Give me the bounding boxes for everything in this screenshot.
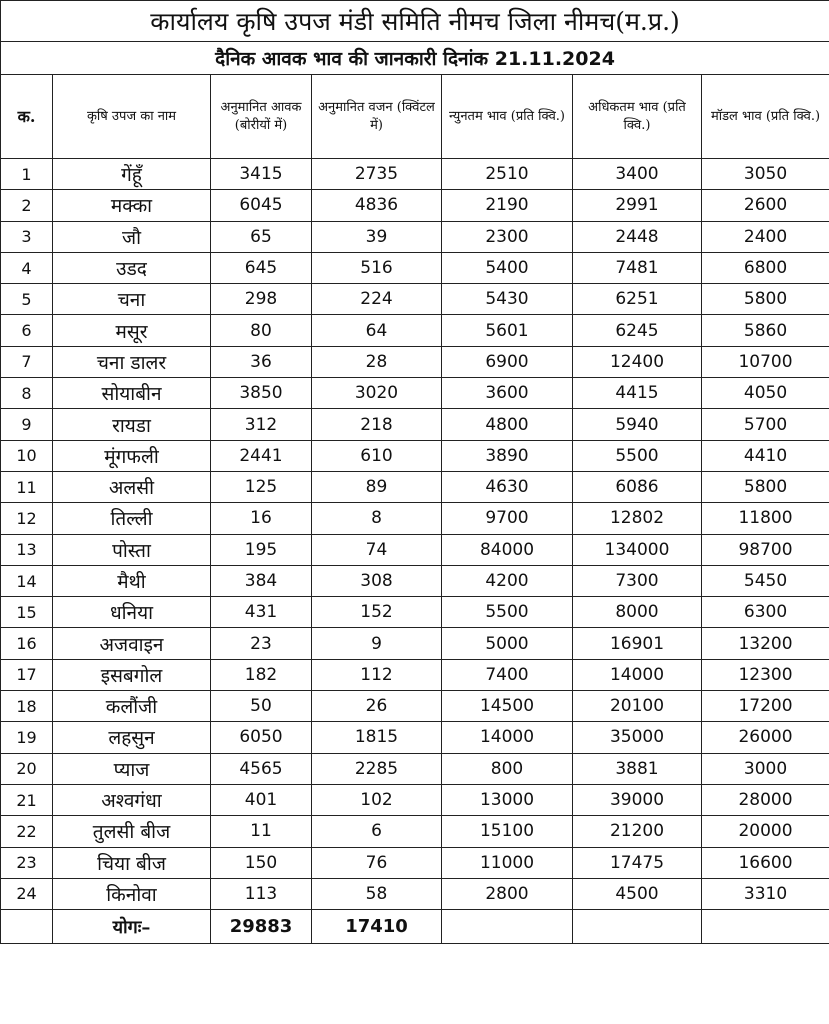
modal-price-cell: 17200 (702, 691, 829, 722)
weight-cell: 4836 (312, 190, 442, 221)
table-row (1, 315, 829, 346)
min-price-cell: 3890 (442, 440, 573, 471)
min-price-cell: 3600 (442, 378, 573, 409)
total-empty-cell (1, 910, 53, 944)
table-row (1, 847, 829, 878)
header-max-price: अधिकतम भाव (प्रति क्वि.) (573, 75, 702, 159)
produce-name-cell: लहसुन (53, 722, 211, 753)
arrivals-cell: 4565 (211, 753, 312, 784)
serial-cell: 11 (1, 471, 53, 502)
modal-price-cell: 5800 (702, 284, 829, 315)
table-row (1, 378, 829, 409)
max-price-cell: 5940 (573, 409, 702, 440)
min-price-cell: 2800 (442, 878, 573, 909)
produce-name-cell: मूंगफली (53, 440, 211, 471)
total-empty-cell (442, 910, 573, 944)
table-row (1, 628, 829, 659)
weight-cell: 152 (312, 597, 442, 628)
header-weight: अनुमानित वजन (क्विंटल में) (312, 75, 442, 159)
serial-cell: 6 (1, 315, 53, 346)
min-price-cell: 4800 (442, 409, 573, 440)
serial-cell: 9 (1, 409, 53, 440)
modal-price-cell: 2400 (702, 221, 829, 252)
page-title: कार्यालय कृषि उपज मंडी समिति नीमच जिला नीमच(म.प्र.) (1, 1, 829, 42)
max-price-cell: 4500 (573, 878, 702, 909)
produce-name-cell: मैथी (53, 565, 211, 596)
arrivals-cell: 182 (211, 659, 312, 690)
max-price-cell: 14000 (573, 659, 702, 690)
total-empty-cell (573, 910, 702, 944)
produce-name-cell: चिया बीज (53, 847, 211, 878)
table-row (1, 440, 829, 471)
produce-name-cell: चना डालर (53, 346, 211, 377)
arrivals-cell: 50 (211, 691, 312, 722)
serial-cell: 19 (1, 722, 53, 753)
modal-price-cell: 5700 (702, 409, 829, 440)
serial-cell: 8 (1, 378, 53, 409)
max-price-cell: 21200 (573, 816, 702, 847)
max-price-cell: 17475 (573, 847, 702, 878)
weight-cell: 102 (312, 784, 442, 815)
max-price-cell: 2991 (573, 190, 702, 221)
min-price-cell: 14500 (442, 691, 573, 722)
arrivals-cell: 113 (211, 878, 312, 909)
produce-name-cell: अजवाइन (53, 628, 211, 659)
weight-cell: 26 (312, 691, 442, 722)
report-subtitle: दैनिक आवक भाव की जानकारी दिनांक 21.11.2024 (1, 42, 829, 75)
produce-name-cell: मक्का (53, 190, 211, 221)
header-row (1, 75, 829, 159)
serial-cell: 16 (1, 628, 53, 659)
weight-cell: 39 (312, 221, 442, 252)
serial-cell: 24 (1, 878, 53, 909)
weight-cell: 6 (312, 816, 442, 847)
serial-cell: 5 (1, 284, 53, 315)
modal-price-cell: 11800 (702, 503, 829, 534)
table-row (1, 346, 829, 377)
produce-name-cell: किनोवा (53, 878, 211, 909)
modal-price-cell: 5800 (702, 471, 829, 502)
max-price-cell: 39000 (573, 784, 702, 815)
max-price-cell: 7300 (573, 565, 702, 596)
table-row (1, 753, 829, 784)
arrivals-cell: 195 (211, 534, 312, 565)
arrivals-cell: 3850 (211, 378, 312, 409)
min-price-cell: 13000 (442, 784, 573, 815)
table-row (1, 471, 829, 502)
max-price-cell: 6086 (573, 471, 702, 502)
produce-name-cell: रायडा (53, 409, 211, 440)
weight-cell: 74 (312, 534, 442, 565)
max-price-cell: 4415 (573, 378, 702, 409)
table-row (1, 221, 829, 252)
table-row (1, 816, 829, 847)
modal-price-cell: 6300 (702, 597, 829, 628)
weight-cell: 516 (312, 252, 442, 283)
weight-cell: 112 (312, 659, 442, 690)
serial-cell: 7 (1, 346, 53, 377)
serial-cell: 10 (1, 440, 53, 471)
arrivals-cell: 125 (211, 471, 312, 502)
produce-name-cell: प्याज (53, 753, 211, 784)
arrivals-cell: 2441 (211, 440, 312, 471)
serial-cell: 21 (1, 784, 53, 815)
total-weight: 17410 (312, 910, 442, 944)
min-price-cell: 9700 (442, 503, 573, 534)
produce-name-cell: इसबगोल (53, 659, 211, 690)
produce-name-cell: जौ (53, 221, 211, 252)
max-price-cell: 7481 (573, 252, 702, 283)
modal-price-cell: 6800 (702, 252, 829, 283)
arrivals-cell: 645 (211, 252, 312, 283)
arrivals-cell: 3415 (211, 159, 312, 190)
serial-cell: 18 (1, 691, 53, 722)
produce-name-cell: कलौंजी (53, 691, 211, 722)
modal-price-cell: 5860 (702, 315, 829, 346)
min-price-cell: 2510 (442, 159, 573, 190)
modal-price-cell: 2600 (702, 190, 829, 221)
table-row (1, 722, 829, 753)
max-price-cell: 35000 (573, 722, 702, 753)
serial-cell: 15 (1, 597, 53, 628)
max-price-cell: 20100 (573, 691, 702, 722)
table-row (1, 503, 829, 534)
modal-price-cell: 16600 (702, 847, 829, 878)
modal-price-cell: 3050 (702, 159, 829, 190)
max-price-cell: 2448 (573, 221, 702, 252)
modal-price-cell: 26000 (702, 722, 829, 753)
arrivals-cell: 80 (211, 315, 312, 346)
produce-name-cell: पोस्ता (53, 534, 211, 565)
min-price-cell: 6900 (442, 346, 573, 377)
max-price-cell: 3881 (573, 753, 702, 784)
max-price-cell: 3400 (573, 159, 702, 190)
table-row (1, 659, 829, 690)
min-price-cell: 5430 (442, 284, 573, 315)
arrivals-cell: 431 (211, 597, 312, 628)
serial-cell: 1 (1, 159, 53, 190)
max-price-cell: 8000 (573, 597, 702, 628)
max-price-cell: 12802 (573, 503, 702, 534)
weight-cell: 28 (312, 346, 442, 377)
modal-price-cell: 5450 (702, 565, 829, 596)
arrivals-cell: 298 (211, 284, 312, 315)
serial-cell: 14 (1, 565, 53, 596)
arrivals-cell: 312 (211, 409, 312, 440)
produce-name-cell: चना (53, 284, 211, 315)
total-arrivals: 29883 (211, 910, 312, 944)
serial-cell: 12 (1, 503, 53, 534)
max-price-cell: 6245 (573, 315, 702, 346)
modal-price-cell: 28000 (702, 784, 829, 815)
min-price-cell: 5500 (442, 597, 573, 628)
serial-cell: 17 (1, 659, 53, 690)
arrivals-cell: 384 (211, 565, 312, 596)
min-price-cell: 4200 (442, 565, 573, 596)
produce-name-cell: तिल्ली (53, 503, 211, 534)
total-empty-cell (702, 910, 829, 944)
modal-price-cell: 4050 (702, 378, 829, 409)
min-price-cell: 14000 (442, 722, 573, 753)
table-row (1, 691, 829, 722)
modal-price-cell: 12300 (702, 659, 829, 690)
table-row (1, 597, 829, 628)
modal-price-cell: 3310 (702, 878, 829, 909)
weight-cell: 224 (312, 284, 442, 315)
min-price-cell: 5601 (442, 315, 573, 346)
total-row (1, 910, 829, 944)
arrivals-cell: 16 (211, 503, 312, 534)
arrivals-cell: 6050 (211, 722, 312, 753)
arrivals-cell: 36 (211, 346, 312, 377)
table-row (1, 565, 829, 596)
produce-name-cell: गेंहूँ (53, 159, 211, 190)
weight-cell: 3020 (312, 378, 442, 409)
serial-cell: 20 (1, 753, 53, 784)
max-price-cell: 16901 (573, 628, 702, 659)
produce-name-cell: मसूर (53, 315, 211, 346)
min-price-cell: 11000 (442, 847, 573, 878)
produce-name-cell: धनिया (53, 597, 211, 628)
arrivals-cell: 6045 (211, 190, 312, 221)
min-price-cell: 800 (442, 753, 573, 784)
arrivals-cell: 11 (211, 816, 312, 847)
weight-cell: 218 (312, 409, 442, 440)
arrivals-cell: 401 (211, 784, 312, 815)
table-row (1, 190, 829, 221)
serial-cell: 13 (1, 534, 53, 565)
min-price-cell: 4630 (442, 471, 573, 502)
produce-name-cell: अश्वगंधा (53, 784, 211, 815)
max-price-cell: 5500 (573, 440, 702, 471)
weight-cell: 2285 (312, 753, 442, 784)
table-row (1, 784, 829, 815)
min-price-cell: 5400 (442, 252, 573, 283)
produce-name-cell: सोयाबीन (53, 378, 211, 409)
weight-cell: 308 (312, 565, 442, 596)
table-row (1, 284, 829, 315)
serial-cell: 3 (1, 221, 53, 252)
modal-price-cell: 10700 (702, 346, 829, 377)
min-price-cell: 84000 (442, 534, 573, 565)
weight-cell: 610 (312, 440, 442, 471)
max-price-cell: 6251 (573, 284, 702, 315)
max-price-cell: 134000 (573, 534, 702, 565)
weight-cell: 9 (312, 628, 442, 659)
header-arrivals: अनुमानित आवक (बोरीयों में) (211, 75, 312, 159)
weight-cell: 58 (312, 878, 442, 909)
min-price-cell: 2300 (442, 221, 573, 252)
modal-price-cell: 98700 (702, 534, 829, 565)
modal-price-cell: 3000 (702, 753, 829, 784)
min-price-cell: 5000 (442, 628, 573, 659)
min-price-cell: 2190 (442, 190, 573, 221)
serial-cell: 4 (1, 252, 53, 283)
table-row (1, 878, 829, 909)
modal-price-cell: 20000 (702, 816, 829, 847)
produce-name-cell: तुलसी बीज (53, 816, 211, 847)
arrivals-cell: 65 (211, 221, 312, 252)
weight-cell: 8 (312, 503, 442, 534)
weight-cell: 2735 (312, 159, 442, 190)
min-price-cell: 15100 (442, 816, 573, 847)
header-modal-price: मॉडल भाव (प्रति क्वि.) (702, 75, 829, 159)
total-label: योगः– (53, 910, 211, 944)
weight-cell: 1815 (312, 722, 442, 753)
modal-price-cell: 4410 (702, 440, 829, 471)
header-min-price: न्युनतम भाव (प्रति क्वि.) (442, 75, 573, 159)
table-row (1, 252, 829, 283)
arrivals-cell: 150 (211, 847, 312, 878)
arrivals-cell: 23 (211, 628, 312, 659)
table-row (1, 159, 829, 190)
serial-cell: 22 (1, 816, 53, 847)
produce-name-cell: अलसी (53, 471, 211, 502)
table-row (1, 534, 829, 565)
header-produce-name: कृषि उपज का नाम (53, 75, 211, 159)
produce-name-cell: उडद (53, 252, 211, 283)
header-serial: क. (1, 75, 53, 159)
weight-cell: 89 (312, 471, 442, 502)
serial-cell: 23 (1, 847, 53, 878)
weight-cell: 64 (312, 315, 442, 346)
min-price-cell: 7400 (442, 659, 573, 690)
max-price-cell: 12400 (573, 346, 702, 377)
table-row (1, 409, 829, 440)
serial-cell: 2 (1, 190, 53, 221)
modal-price-cell: 13200 (702, 628, 829, 659)
weight-cell: 76 (312, 847, 442, 878)
